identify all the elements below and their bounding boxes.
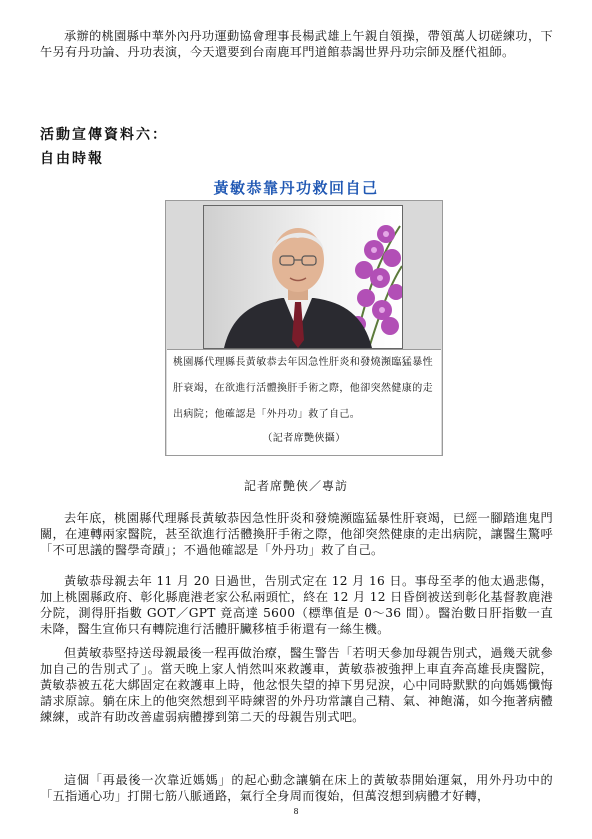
intro-paragraph: 承辦的桃園縣中華外內丹功運動協會理事長楊武雄上午親自領操，帶領萬人切磋練功，下午另有丹功論、丹功表演，今天還要到台南鹿耳門道館恭謁世界丹功宗師及歷代祖師。 (40, 29, 553, 59)
portrait-photo (203, 205, 403, 349)
photo-caption-text: 桃園縣代理縣長黃敏恭去年因急性肝炎和發燒瀕臨猛暴性肝衰竭，在欲進行活體換肝手術之際，他卻突然健康的走出病院；他確認是「外丹功」救了自己。 (173, 357, 433, 420)
page-number: 8 (293, 807, 299, 816)
photo-credit: （記者席艷俠攝） (262, 433, 346, 444)
article-paragraph-2: 黃敏恭母親去年 11 月 20 日過世，告別式定在 12 月 16 日。事母至孝的他太過悲傷，加上桃園縣政府、彰化縣鹿港老家公私兩頭忙，終在 12 月 12 日昏倒被送到彰化基督教鹿港分院，測得肝指數 GOT／GPT 竟高達 5600（標準值是 0～36 間）。醫治數日肝指數一直未降，醫生宣佈只有轉院進行活體肝臟移植手術還有一絲生機。 (40, 574, 553, 636)
article-paragraph-4: 這個「再最後一次靠近媽媽」的起心動念讓躺在床上的黃敏恭開始運氣，用外丹功中的「五指通心功」打開七筋八脈通路，氣行全身周而復始，但萬沒想到病體才好轉， (40, 773, 553, 803)
portrait-illustration (204, 206, 402, 348)
article-paragraph-3: 但黃敏恭堅持送母親最後一程再做治療，醫生警告「若明天參加母親告別式，過幾天就參加自己的告別式了」。當天晚上家人悄然叫來救護車，黃敏恭被強押上車直奔高雄長庚醫院，黃敏恭被五花大綁固定在救護車上時，他忿恨失望的掉下男兒淚，心中同時默默的向媽媽懺悔請求原諒。躺在床上的他突然想到平時練習的外丹功常讓自己精、氣、神飽滿，如今拖著病體練練，或許有助改善虛弱病體撐到第二天的母親告別式吧。 (40, 646, 553, 724)
article-title: 黃敏恭靠丹功救回自己 (213, 179, 379, 197)
newspaper-name: 自由時報 (40, 151, 104, 167)
photo-with-caption (165, 200, 443, 456)
article-paragraph-1: 去年底，桃園縣代理縣長黃敏恭因急性肝炎和發燒瀕臨猛暴性肝衰竭，已經一腳踏進鬼門關，在連轉兩家醫院，甚至欲進行活體換肝手術之際，他卻突然健康的走出病院，讓醫生驚呼「不可思議的醫學奇蹟」；不過他確認是「外丹功」救了自己。 (40, 511, 553, 557)
section-heading: 活動宣傳資料六： (40, 127, 168, 143)
article-byline: 記者席艷俠／專訪 (243, 479, 348, 493)
photo-caption (167, 349, 441, 455)
